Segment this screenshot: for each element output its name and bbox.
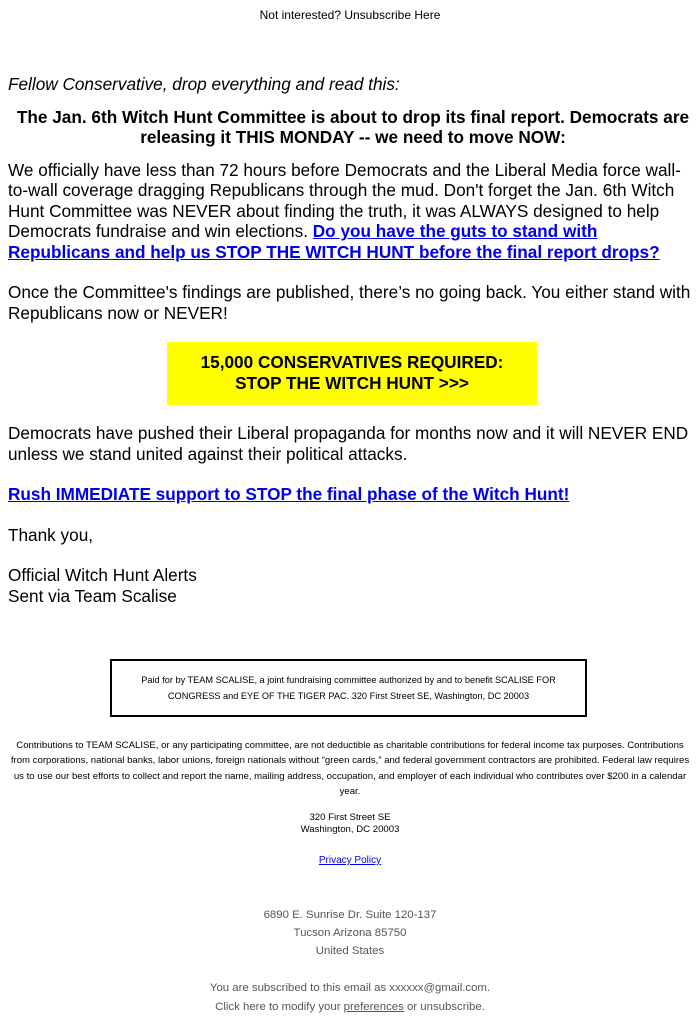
modify-prefix: Click here to modify your [215, 1000, 344, 1013]
paid-for-disclaimer: Paid for by TEAM SCALISE, a joint fundraising committee authorized by and to benefit SCALISE FOR CONGRESS and EYE OF THE TIGER PAC. 320 First Street SE, Washington, DC 20003 [110, 659, 587, 717]
signature [8, 565, 692, 606]
privacy-policy-row [0, 855, 700, 866]
unsubscribe-link[interactable]: Not interested? Unsubscribe Here [259, 8, 441, 22]
cta-line-1: 15,000 CONSERVATIVES REQUIRED: [200, 352, 504, 372]
signature-line-1: Official Witch Hunt Alerts [8, 565, 197, 585]
address-street: 320 First Street SE [309, 812, 391, 823]
paragraph-propaganda: Democrats have pushed their Liberal propaganda for months now and it will NEVER END unless we stand united against their political attacks. [8, 423, 689, 464]
subscription-footer [0, 979, 700, 1016]
privacy-policy-link[interactable]: Privacy Policy [318, 855, 382, 866]
address-city: Washington, DC 20003 [300, 824, 400, 835]
paragraph-intro-text: We officially have less than 72 hours before Democrats and the Liberal Media force wall-to-wall coverage dragging Republicans through the mud. Don't forget the Jan. 6th Witch Hunt Committee was NEVER about finding the truth, it was ALWAYS designed to help Democrats fundraise and win elections. [8, 159, 681, 241]
thanks: Thank you, [8, 524, 94, 545]
paragraph-rush [8, 484, 692, 505]
mail-street: 6890 E. Sunrise Dr. Suite 120-137 [263, 909, 437, 921]
mailing-address [0, 906, 700, 961]
signature-line-2: Sent via Team Scalise [8, 585, 177, 606]
email-body [8, 74, 692, 606]
greeting: Fellow Conservative, drop everything and read this: [8, 74, 400, 94]
modify-suffix: or unsubscribe. [403, 1000, 485, 1013]
modify-preferences-line [0, 998, 700, 1017]
committee-address [0, 812, 700, 836]
paragraph-no-going-back: Once the Committee's findings are published, there’s no going back. You either stand with Republicans now or NEVER! [8, 282, 691, 323]
mail-country: United States [315, 945, 385, 958]
preferences-link[interactable]: preferences [343, 1000, 404, 1013]
legal-notice: Contributions to TEAM SCALISE, or any participating committee, are not deductible as charitable contributions for federal income tax purposes. Contributions from corporations, national banks, labor unions, foreign nationals without “green cards,” and federal government contractors are prohibited. Federal law requires us to use our best efforts to collect and report the name, mailing address, occupation, and employer of each individual who contributes over $200 in a calendar year. [10, 740, 690, 797]
headline: The Jan. 6th Witch Hunt Committee is about to drop its final report. Democrats are releasing it THIS MONDAY -- we need to move NOW: [16, 106, 690, 147]
paragraph-intro [8, 160, 692, 263]
cta-line-2: STOP THE WITCH HUNT >>> [235, 373, 469, 393]
guts-link[interactable]: Do you have the guts to stand with Republicans and help us STOP THE WITCH HUNT before the final report drops? [8, 221, 660, 262]
stop-witch-hunt-button[interactable] [167, 342, 537, 405]
subscribed-text: You are subscribed to this email as xxxxxx@gmail.com. [209, 982, 491, 994]
mail-city: Tucson Arizona 85750 [293, 927, 407, 940]
cta-wrapper [8, 342, 692, 405]
rush-support-link[interactable]: Rush IMMEDIATE support to STOP the final phase of the Witch Hunt! [8, 484, 570, 504]
